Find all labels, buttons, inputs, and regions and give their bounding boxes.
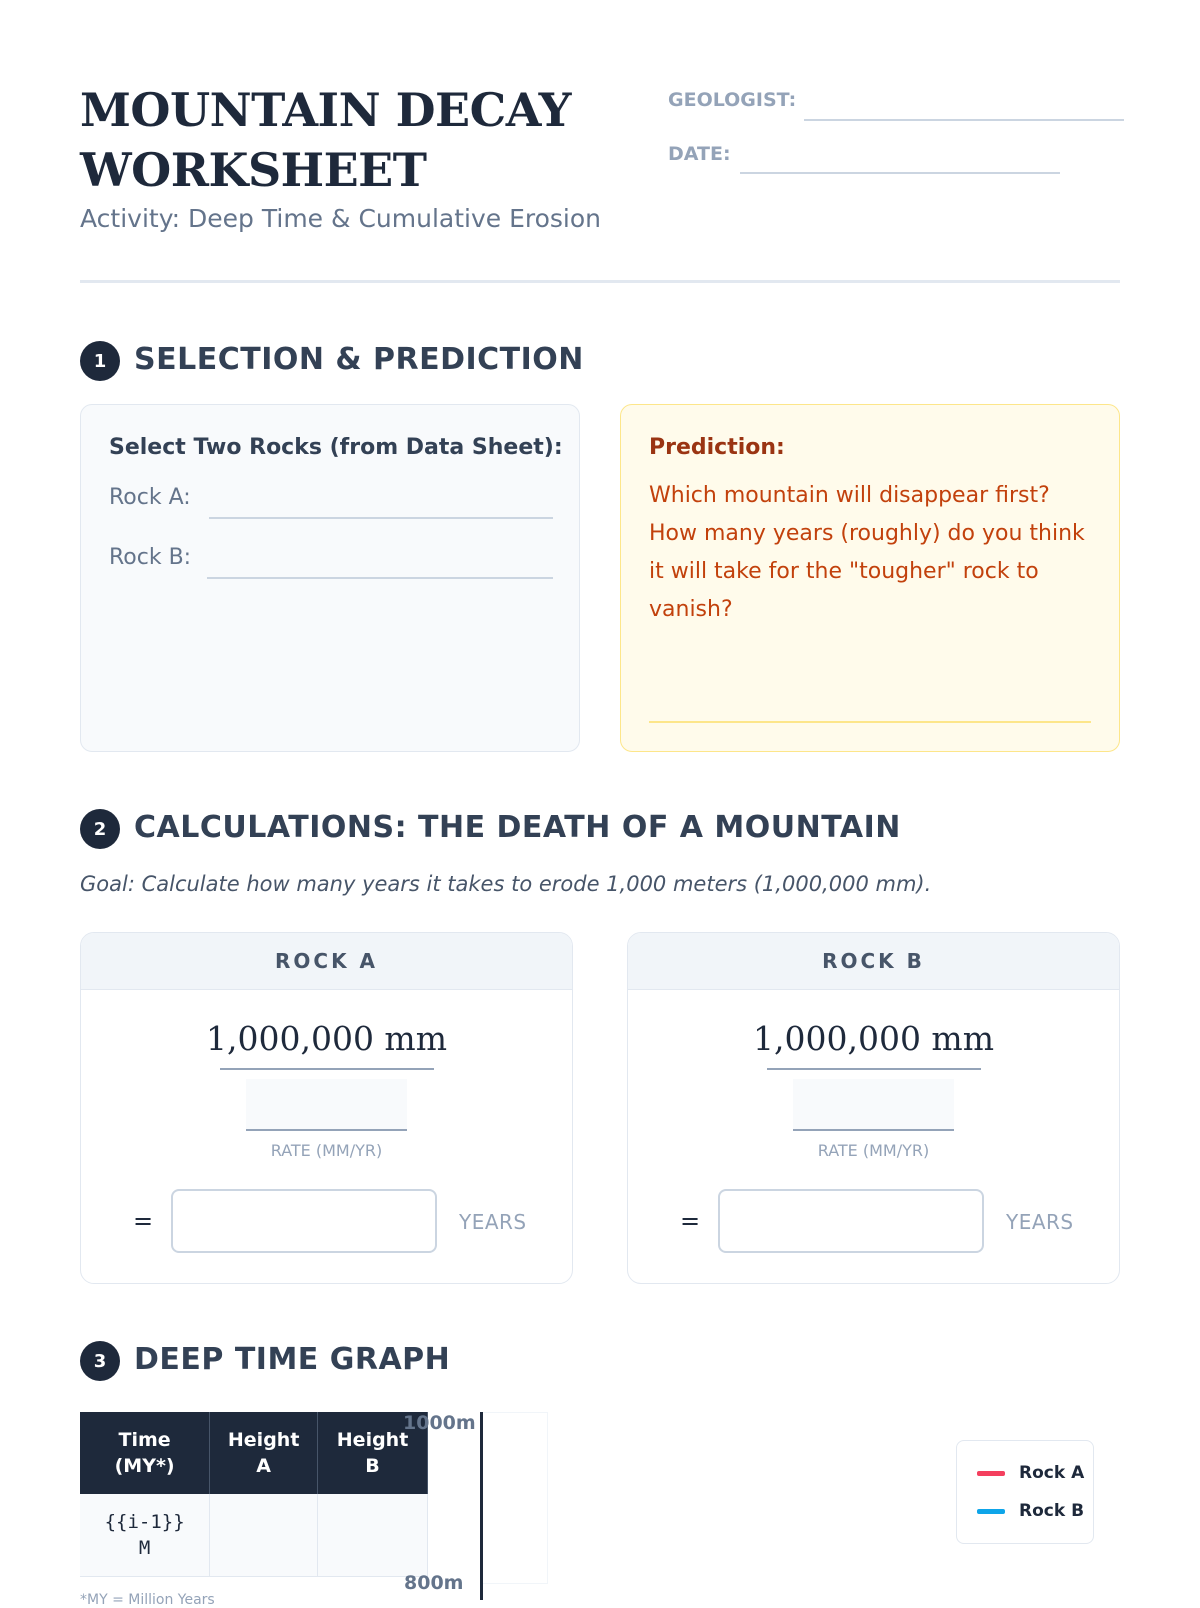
header-divider — [80, 280, 1120, 283]
section-title: CALCULATIONS: THE DEATH OF A MOUNTAIN — [134, 810, 901, 845]
rock-b-swatch — [977, 1509, 1005, 1514]
years-answer-input[interactable] — [171, 1189, 437, 1253]
prediction-answer-line[interactable] — [649, 721, 1091, 723]
graph-legend — [956, 1440, 1094, 1544]
prediction-heading: Prediction: — [649, 435, 785, 460]
fraction-bar — [767, 1068, 981, 1070]
legend-label: Rock B — [1019, 1501, 1085, 1521]
table-header-height-a: Height A — [210, 1412, 318, 1494]
rate-label: RATE (MM/YR) — [817, 1141, 930, 1160]
rock-b-calculation-card — [627, 932, 1120, 1284]
rate-label: RATE (MM/YR) — [270, 1141, 383, 1160]
date-field[interactable] — [740, 172, 1060, 174]
section-number-badge: 1 — [80, 341, 120, 381]
section-number-badge: 3 — [80, 1341, 120, 1381]
years-answer-input[interactable] — [718, 1189, 984, 1253]
rock-a-field[interactable] — [209, 517, 553, 519]
rock-b-label: Rock B: — [109, 545, 192, 570]
table-row — [80, 1494, 428, 1577]
rock-a-swatch — [977, 1471, 1005, 1476]
table-header-time: Time (MY*) — [80, 1412, 210, 1494]
fraction-bar — [220, 1068, 434, 1070]
numerator-value: 1,000,000 mm — [205, 1019, 448, 1058]
prediction-question: Which mountain will disappear first? How many years (roughly) do you think it will take for the "tougher" rock to vanish? — [649, 483, 1085, 622]
graph-grid-area — [482, 1412, 548, 1584]
prediction-card — [620, 404, 1120, 752]
worksheet-subtitle: Activity: Deep Time & Cumulative Erosion — [80, 204, 602, 233]
legend-label: Rock A — [1019, 1463, 1085, 1483]
graph-y-axis — [480, 1412, 483, 1600]
calc-card-header: ROCK A — [81, 933, 572, 990]
legend-item-rock-b — [977, 1501, 1084, 1521]
calculation-goal: Goal: Calculate how many years it takes to erode 1,000 meters (1,000,000 mm). — [80, 872, 932, 896]
rock-selection-heading: Select Two Rocks (from Data Sheet): — [109, 435, 563, 460]
height-data-table — [80, 1412, 428, 1577]
section-number-badge: 2 — [80, 809, 120, 849]
rate-input[interactable] — [793, 1079, 954, 1131]
rate-input[interactable] — [246, 1079, 407, 1131]
date-label: DATE: — [668, 143, 731, 165]
table-cell-time: {{i-1}} M — [80, 1494, 210, 1577]
equals-sign: = — [133, 1207, 154, 1235]
table-cell-height-a[interactable] — [210, 1494, 318, 1577]
table-cell-height-b[interactable] — [318, 1494, 428, 1577]
section-title: DEEP TIME GRAPH — [134, 1342, 451, 1377]
table-header-height-b: Height B — [318, 1412, 428, 1494]
y-axis-tick-label: 1000m — [403, 1412, 476, 1434]
section-title: SELECTION & PREDICTION — [134, 342, 584, 377]
calc-card-header: ROCK B — [628, 933, 1119, 990]
rock-a-calculation-card — [80, 932, 573, 1284]
numerator-value: 1,000,000 mm — [752, 1019, 995, 1058]
worksheet-title: MOUNTAIN DECAY WORKSHEET — [80, 83, 571, 197]
years-label: YEARS — [1006, 1210, 1074, 1234]
geologist-label: GEOLOGIST: — [668, 89, 797, 111]
years-label: YEARS — [459, 1210, 527, 1234]
rock-b-field[interactable] — [207, 577, 553, 579]
table-footnote: *MY = Million Years — [80, 1592, 215, 1608]
legend-item-rock-a — [977, 1463, 1084, 1483]
equals-sign: = — [680, 1207, 701, 1235]
geologist-field[interactable] — [804, 119, 1124, 121]
rock-selection-card — [80, 404, 580, 752]
y-axis-tick-label: 800m — [404, 1572, 464, 1594]
rock-a-label: Rock A: — [109, 485, 191, 510]
